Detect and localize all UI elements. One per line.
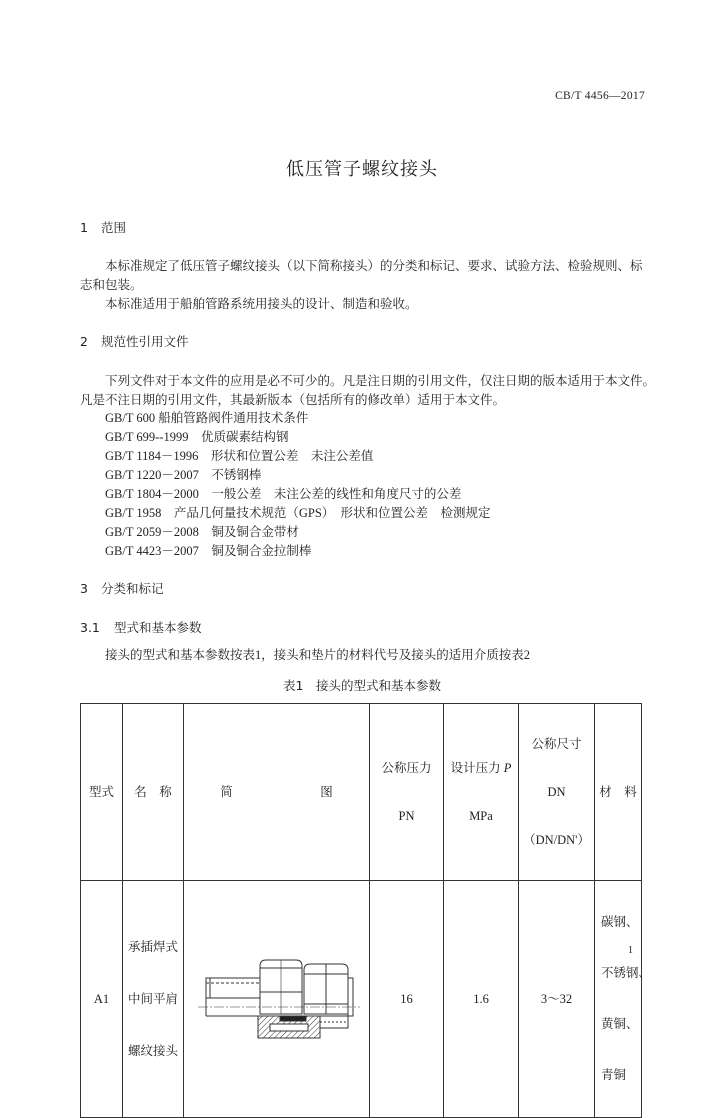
header-design-pressure-label: 设计压力 [450, 761, 504, 775]
reference-item: GB/T 600 船舶管路阀件通用技术条件 [105, 411, 309, 425]
section-2-heading: 规范性引用文件 [101, 334, 189, 349]
header-name: 名 称 [123, 704, 184, 881]
cell-nominal-size: 3～32 [519, 881, 595, 1118]
section-3-1-para: 接头的型式和基本参数按表1，接头和垫片的材料代号及接头的适用介质按表2 [105, 648, 531, 662]
section-2-intro-line-2: 凡是不注日期的引用文件，其最新版本（包括所有的修改单）适用于本文件。 [80, 393, 506, 407]
header-nominal-pressure-label: 公称压力 [381, 761, 432, 775]
table-row [81, 881, 642, 1118]
header-nominal-pressure-symbol: PN [398, 809, 415, 823]
cell-material-line: 黄铜、 [601, 1017, 639, 1031]
header-nominal-size-label: 公称尺寸 [531, 737, 582, 751]
header-design-pressure-symbol: P [503, 761, 512, 775]
cell-sketch [184, 881, 370, 1118]
section-2-intro-line-1: 下列文件对于本文件的应用是必不可少的。凡是注日期的引用文件，仅注日期的版本适用于本文件。 [105, 374, 656, 388]
header-nominal-size-note: （DN/DN'） [523, 833, 590, 847]
reference-item: GB/T 1220－2007 不锈钢棒 [105, 468, 262, 482]
section-3-1-number: 3.1 [80, 620, 100, 635]
header-sketch: 简 图 [184, 704, 370, 881]
hex-body [304, 964, 353, 1016]
section-3-number: 3 [80, 581, 88, 596]
section-view [258, 1016, 348, 1038]
cell-type: A1 [81, 881, 123, 1118]
header-nominal-pressure [370, 704, 444, 881]
table-1 [80, 703, 652, 1118]
header-material: 材 料 [595, 704, 642, 881]
cell-nominal-pressure: 16 [370, 881, 444, 1118]
cell-name [123, 881, 184, 1118]
table-1-caption: 表1 接头的型式和基本参数 [283, 678, 441, 693]
cell-material-line: 不锈钢、 [601, 966, 652, 980]
section-3-heading: 分类和标记 [101, 581, 164, 596]
cell-material [595, 881, 652, 1118]
header-nominal-size [519, 704, 595, 881]
union-nut [260, 960, 302, 1014]
reference-item: GB/T 2059－2008 铜及铜合金带材 [105, 525, 299, 539]
union-sketch-diagram [184, 930, 368, 1068]
header-design-pressure-unit: MPa [469, 809, 493, 823]
header-type: 型式 [81, 704, 123, 881]
header-design-pressure [444, 704, 519, 881]
reference-item: GB/T 4423－2007 铜及铜合金拉制棒 [105, 544, 312, 558]
cell-material-line: 碳钢、 [601, 915, 639, 929]
section-3-1-heading: 型式和基本参数 [114, 620, 202, 635]
cell-name-line: 螺纹接头 [127, 1044, 178, 1058]
reference-item: GB/T 699--1999 优质碳素结构钢 [105, 430, 289, 444]
reference-item: GB/T 1958 产品几何量技术规范（GPS） 形状和位置公差 检测规定 [105, 506, 491, 520]
cell-name-line: 中间平肩 [127, 992, 178, 1006]
cell-name-line: 承插焊式 [127, 940, 178, 954]
reference-item: GB/T 1804－2000 一般公差 未注公差的线性和角度尺寸的公差 [105, 487, 462, 501]
standard-code: CB/T 4456—2017 [555, 90, 645, 102]
section-1-para-1-line-1: 本标准规定了低压管子螺纹接头（以下简称接头）的分类和标记、要求、试验方法、检验规则、标 [105, 259, 643, 273]
section-1-number: 1 [80, 220, 88, 235]
reference-item: GB/T 1184－1996 形状和位置公差 未注公差值 [105, 449, 374, 463]
cell-material-line: 青铜 [601, 1068, 627, 1082]
left-pipe [206, 978, 260, 1016]
table-header-row [81, 704, 642, 881]
page-title: 低压管子螺纹接头 [286, 159, 438, 180]
section-2-number: 2 [80, 334, 88, 349]
cell-design-pressure: 1.6 [444, 881, 519, 1118]
section-1-para-1-line-2: 志和包装。 [80, 278, 143, 292]
header-design-pressure-line [444, 760, 518, 776]
page-number: 1 [628, 945, 633, 956]
section-1-para-2: 本标准适用于船舶管路系统用接头的设计、制造和验收。 [105, 297, 418, 311]
header-nominal-size-symbol: DN [547, 785, 566, 799]
section-1-heading: 范围 [101, 220, 127, 235]
